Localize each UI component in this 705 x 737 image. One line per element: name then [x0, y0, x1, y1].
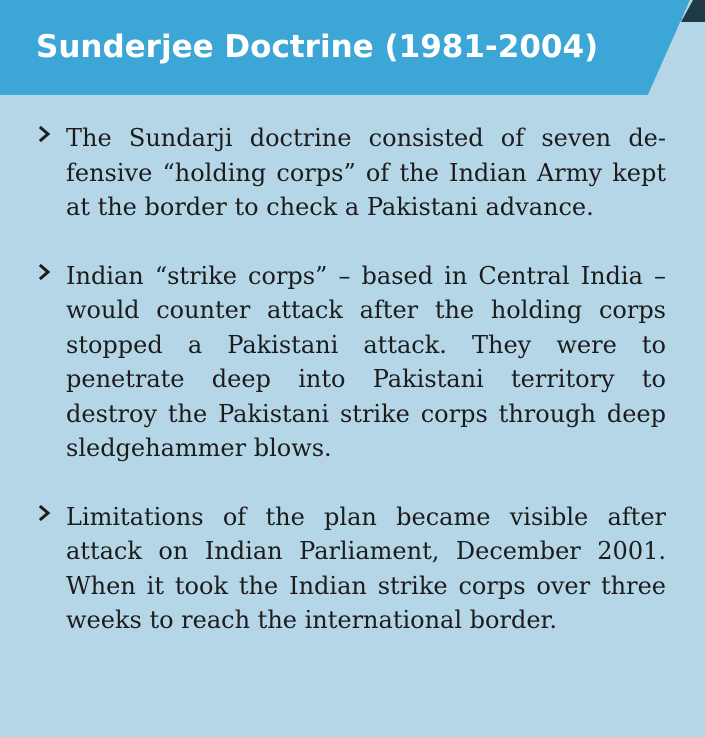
bullet-text: Indian “strike corps” – based in Central India – would counter attack after the holding corps stopped a Pakistani attack. They were to penetrate deep into Pakistani territory to destroy the Pakistani strike corps through deep sledgehammer blows. — [66, 261, 666, 462]
list-item — [36, 259, 666, 466]
bullet-text: The Sundarji doctrine consisted of seven defensive “holding corps” of the Indian Army kept at the border to check a Pakistani advance. — [66, 124, 666, 221]
list-item — [36, 500, 666, 638]
bullet-text: Limitations of the plan became visible after attack on Indian Parliament, December 2001. When it took the Indian strike corps over three weeks to reach the international border. — [66, 502, 666, 634]
page-title: Sunderjee Doctrine (1981-2004) — [36, 29, 599, 65]
chevron-right-icon — [38, 124, 52, 144]
bullet-list — [36, 121, 666, 672]
chevron-right-icon — [38, 262, 52, 282]
chevron-right-icon — [38, 503, 52, 523]
list-item — [36, 121, 666, 225]
